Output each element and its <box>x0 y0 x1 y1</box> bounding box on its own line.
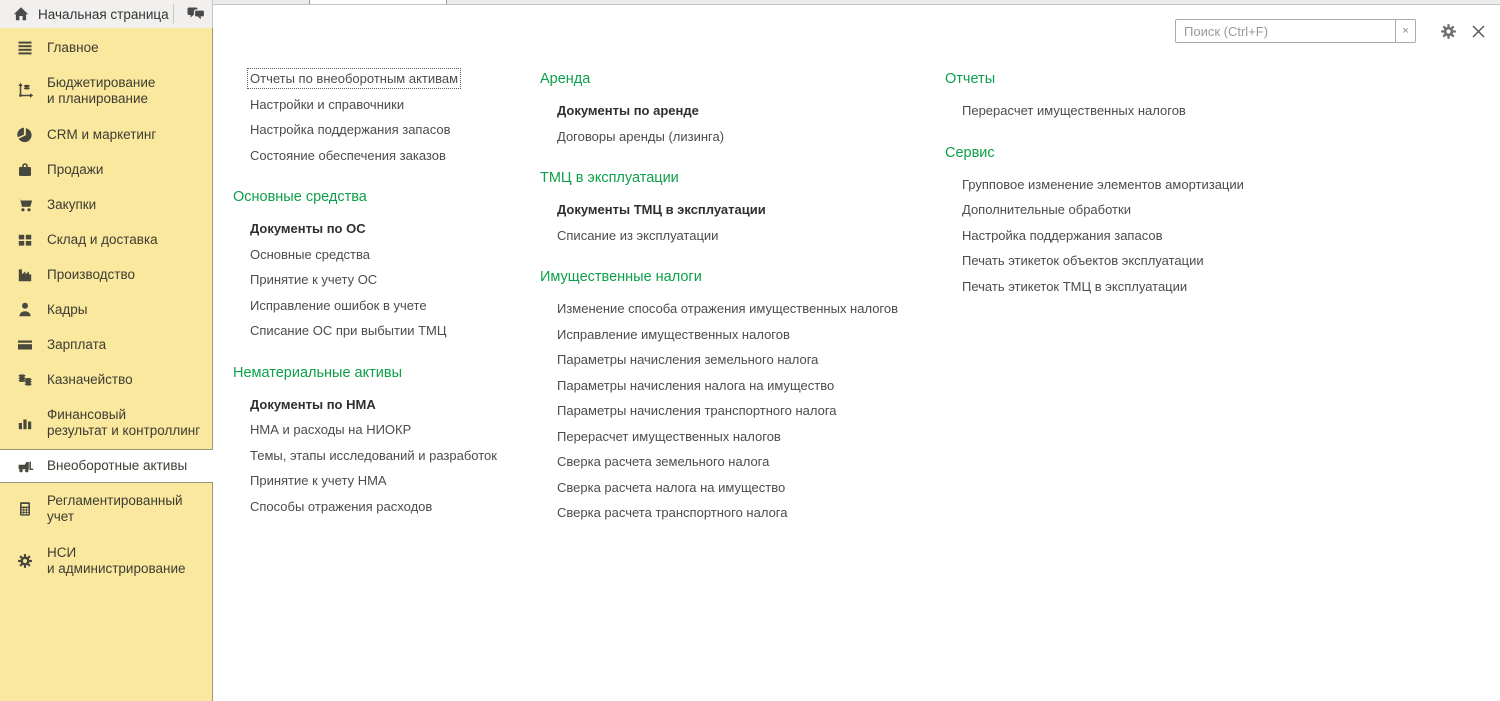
menu-column <box>233 0 533 519</box>
menu-link[interactable]: Темы, этапы исследований и разработок <box>250 447 497 463</box>
planning-chart-icon <box>15 82 35 100</box>
home-tab[interactable] <box>0 0 169 28</box>
bar-chart-icon <box>15 414 35 432</box>
menu-link[interactable]: Параметры начисления земельного налога <box>557 352 819 368</box>
person-icon <box>15 301 35 319</box>
menu-link[interactable]: Сверка расчета земельного налога <box>557 454 770 470</box>
menu-link[interactable]: Принятие к учету ОС <box>250 272 378 288</box>
pie-chart-icon <box>15 126 35 144</box>
factory-icon <box>15 266 35 284</box>
sidebar-item-label: Внеоборотные активы <box>47 458 188 473</box>
menu-lines-icon <box>15 39 35 57</box>
menu-link[interactable]: Договоры аренды (лизинга) <box>557 128 725 144</box>
sidebar-item-label: Казначейство <box>47 371 133 387</box>
menu-link[interactable]: Параметры начисления транспортного налога <box>557 403 837 419</box>
menu-link[interactable]: Списание из эксплуатации <box>557 227 719 243</box>
section-title: Имущественные налоги <box>540 269 702 285</box>
section-title: Сервис <box>945 144 995 161</box>
menu-link[interactable]: Документы по ОС <box>250 221 366 237</box>
sidebar-item-label: Производство <box>47 266 136 282</box>
discussions-button[interactable] <box>183 3 209 25</box>
sidebar-item-hr[interactable] <box>0 292 212 327</box>
content-panel <box>213 0 1500 701</box>
menu-link[interactable]: Отчеты по внеоборотным активам <box>250 71 459 87</box>
sidebar-item-crm[interactable] <box>0 117 212 152</box>
sidebar-item-label: Продажи <box>47 161 104 177</box>
menu-link[interactable]: Параметры начисления налога на имущество <box>557 377 835 393</box>
menu-link[interactable]: Дополнительные обработки <box>962 202 1131 218</box>
menu-link[interactable]: Сверка расчета налога на имущество <box>557 479 786 495</box>
menu-link[interactable]: Сверка расчета транспортного налога <box>557 505 788 521</box>
sidebar-item-label: НСИ и администрирование <box>47 545 186 576</box>
sidebar-item-regulated-accounting[interactable] <box>0 483 212 535</box>
menu-link[interactable]: Способы отражения расходов <box>250 498 433 514</box>
section-title: Нематериальные активы <box>233 364 402 381</box>
coins-icon <box>15 371 35 389</box>
credit-card-icon <box>15 336 35 354</box>
sidebar-item-label: Главное <box>47 39 99 55</box>
section-title: Отчеты <box>945 71 996 87</box>
menu-link[interactable]: Настройка поддержания запасов <box>250 122 451 138</box>
pallet-grid-icon <box>15 231 35 249</box>
section-title: Аренда <box>540 71 591 87</box>
top-tab-bar <box>0 0 213 28</box>
sidebar-item-label: Финансовый результат и контроллинг <box>47 407 201 438</box>
menu-link[interactable]: Списание ОС при выбытии ТМЦ <box>250 323 447 339</box>
search-clear-button[interactable]: × <box>1395 19 1416 43</box>
menu-link[interactable]: Документы по НМА <box>250 396 376 412</box>
menu-link[interactable]: Исправление ошибок в учете <box>250 297 427 313</box>
calculator-icon <box>15 500 35 518</box>
sidebar-item-fin-result[interactable] <box>0 397 212 449</box>
section-title: ТМЦ в эксплуатации <box>540 170 679 186</box>
sidebar-item-label: Закупки <box>47 196 97 212</box>
menu-link[interactable]: Перерасчет имущественных налогов <box>557 428 781 444</box>
sidebar-item-sales[interactable] <box>0 152 212 187</box>
sidebar-item-label: Склад и доставка <box>47 231 158 247</box>
sidebar-item-label: Кадры <box>47 301 88 317</box>
menu-link[interactable]: Изменение способа отражения имущественных налогов <box>557 301 899 317</box>
sidebar-item-label: Регламентированный учет <box>47 493 183 524</box>
sidebar-item-label: Зарплата <box>47 336 107 352</box>
menu-link[interactable]: Настройки и справочники <box>250 96 405 112</box>
sidebar-item-production[interactable] <box>0 257 212 292</box>
home-tab-label: Начальная страница <box>38 6 169 22</box>
home-icon <box>12 5 30 23</box>
sidebar-item-main[interactable] <box>0 30 212 65</box>
sidebar-item-nsi-admin[interactable] <box>0 535 212 587</box>
sidebar-item-noncurrent-assets[interactable] <box>0 449 213 483</box>
forklift-icon <box>15 457 35 475</box>
section-title: Основные средства <box>233 189 367 205</box>
menu-link[interactable]: Документы по аренде <box>557 103 699 119</box>
sidebar-item-label: Бюджетирование и планирование <box>47 75 156 106</box>
function-menu <box>213 0 1500 701</box>
menu-link[interactable]: Документы ТМЦ в эксплуатации <box>557 202 766 218</box>
tab-separator <box>173 4 174 24</box>
menu-link[interactable]: Печать этикеток объектов эксплуатации <box>962 253 1204 269</box>
menu-link[interactable]: НМА и расходы на НИОКР <box>250 422 412 438</box>
sidebar <box>0 28 213 701</box>
sidebar-item-salary[interactable] <box>0 327 212 362</box>
sidebar-item-treasury[interactable] <box>0 362 212 397</box>
menu-link[interactable]: Принятие к учету НМА <box>250 473 387 489</box>
menu-column <box>945 0 1375 299</box>
menu-column <box>540 0 950 526</box>
sidebar-item-label: CRM и маркетинг <box>47 126 157 142</box>
menu-link[interactable]: Исправление имущественных налогов <box>557 326 790 342</box>
menu-link[interactable]: Групповое изменение элементов амортизации <box>962 176 1244 192</box>
sidebar-item-budgeting[interactable] <box>0 65 212 117</box>
briefcase-icon <box>15 161 35 179</box>
gear-icon <box>15 552 35 570</box>
sidebar-item-warehouse[interactable] <box>0 222 212 257</box>
menu-link[interactable]: Основные средства <box>250 246 370 262</box>
cart-icon <box>15 196 35 214</box>
menu-link[interactable]: Состояние обеспечения заказов <box>250 147 446 163</box>
chat-icon <box>186 5 206 23</box>
menu-link[interactable]: Настройка поддержания запасов <box>962 227 1163 243</box>
sidebar-item-purchases[interactable] <box>0 187 212 222</box>
menu-link[interactable]: Перерасчет имущественных налогов <box>962 103 1186 119</box>
menu-link[interactable]: Печать этикеток ТМЦ в эксплуатации <box>962 278 1188 294</box>
